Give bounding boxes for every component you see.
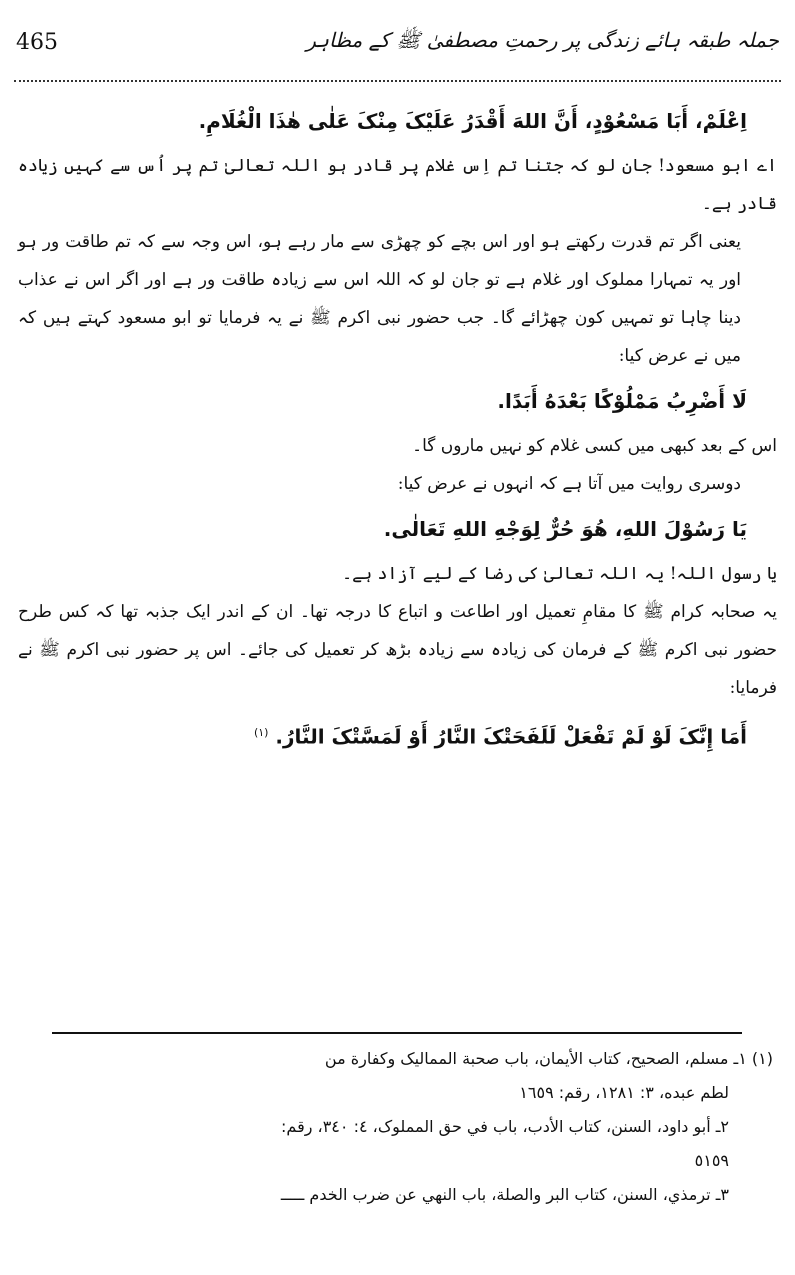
footnote-3-line-1: ٣ـ ترمذي، السنن، کتاب البر والصلة، باب النهي عن ضرب الخدم ـــــ [280,1185,729,1204]
urdu-commentary-2: یہ صحابہ کرام ﷺ کا مقامِ تعمیل اور اطاعت و اتباع کا درجہ تھا۔ ان کے اندر ایک جذبہ تھا کہ کس طرح حضور نبی اکرم ﷺ کے فرمان کی زیادہ سے زیادہ بڑھ کر تعمیل کی جائے۔ اس پر حضور نبی اکرم ﷺ نے فرمایا: [18,602,777,698]
footnotes [22,1042,773,1212]
header-divider [14,80,781,82]
footnote-2-line-2: ٥١٥٩ [694,1151,729,1170]
footnote-1-line-2: لطم عبده، ٣: ١٢٨١، رقم: ١٦٥٩ [519,1083,729,1102]
main-text [18,95,777,763]
urdu-translation-2: اس کے بعد کبھی میں کسی غلام کو نہیں ماروں گا۔ [412,436,777,456]
arabic-quote-2: لَا أَضْرِبُ مَمْلُوْكًا بَعْدَهُ أَبَدًا. [497,389,747,413]
arabic-quote-1: اِعْلَمْ، أَبَا مَسْعُوْدٍ، أَنَّ اللهَ أَقْدَرُ عَلَيْکَ مِنْکَ عَلٰی هٰذَا الْغُلَامِ. [198,109,747,133]
footnote-reference: (١) [253,726,269,739]
running-title: جملہ طبقہ ہائے زندگی پر رحمتِ مصطفیٰ ﷺ کے مظاہر [306,28,779,52]
urdu-commentary-1: یعنی اگر تم قدرت رکھتے ہو اور اس بچے کو چھڑی سے مار رہے ہو، اس وجہ سے کہ تم طاقت ور ہو اور یہ تمہارا مملوک اور غلام ہے تو جان لو کہ اللہ اس سے زیادہ طاقت ور ہے اور اگر اس نے عذاب دینا چاہا تو تمہیں کون چھڑائے گا۔ جب حضور نبی اکرم ﷺ نے یہ فرمایا تو ابو مسعود کہتے ہیں کہ میں نے عرض کیا: [18,232,741,366]
footnote-1-line-1: (١) ١ـ مسلم، الصحيح، کتاب الأيمان، باب صحبة المماليک وکفارة من [324,1049,773,1068]
arabic-quote-4 [18,713,747,757]
footnote-divider [52,1032,742,1034]
page-header [14,22,781,74]
page-number: 465 [16,30,58,55]
urdu-narration-note: دوسری روایت میں آتا ہے کہ انہوں نے عرض کیا: [397,474,741,494]
urdu-translation-1: اے ابو مسعود! جان لو کہ جتنا تم اِس غلام پر قادر ہو اللہ تعالیٰ تم پر اُس سے کہیں زیادہ قادر ہے۔ [18,156,777,214]
footnote-2-line-1: ٢ـ أبو داود، السنن، کتاب الأدب، باب في حق المملوک، ٤: ٣٤٠، رقم: [281,1117,729,1136]
arabic-quote-3: يَا رَسُوْلَ اللهِ، هُوَ حُرٌّ لِوَجْهِ اللهِ تَعَالٰی. [383,517,747,541]
arabic-quote-4-text: أَمَا إِنَّکَ لَوْ لَمْ تَفْعَلْ لَلَفَحَتْکَ النَّارُ أَوْ لَمَسَّتْکَ النَّارُ. [275,724,747,749]
urdu-translation-3: یا رسول اللہ! یہ اللہ تعالیٰ کی رضا کے لیے آزاد ہے۔ [342,564,777,584]
